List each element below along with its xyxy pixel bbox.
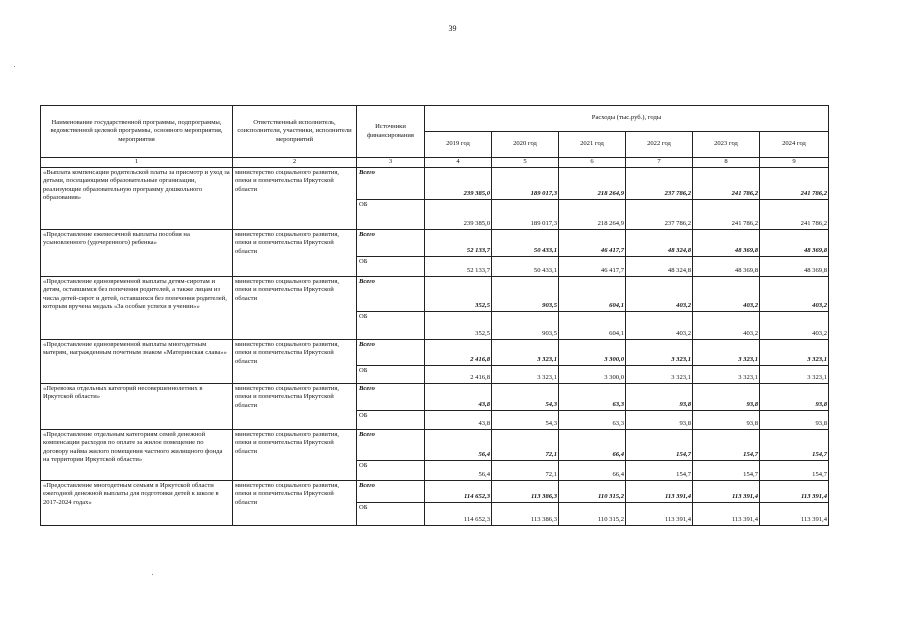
total-value: 154,7: [626, 430, 693, 461]
executor-cell: министерство социального развития, опеки и попечительства Иркутской области: [233, 481, 357, 526]
total-value: 43,8: [425, 384, 492, 411]
ob-value: 218 264,9: [559, 200, 626, 230]
activity-name: «Перевозка отдельных категорий несовершеннолетних в Иркутской области»: [41, 384, 233, 430]
total-value: 2 416,8: [425, 340, 492, 366]
header-year-2020: 2020 год: [492, 132, 559, 158]
executor-cell: министерство социального развития, опеки и попечительства Иркутской области: [233, 168, 357, 230]
table-row-total: [41, 230, 829, 257]
ob-value: 241 786,2: [760, 200, 829, 230]
table-body: [41, 168, 829, 526]
column-number: 7: [626, 158, 693, 168]
total-value: 403,2: [626, 277, 693, 312]
total-value: 110 315,2: [559, 481, 626, 503]
ob-value: 52 133,7: [425, 257, 492, 277]
ob-value: 93,8: [693, 411, 760, 430]
total-value: 154,7: [693, 430, 760, 461]
total-value: 66,4: [559, 430, 626, 461]
total-value: 3 323,1: [693, 340, 760, 366]
ob-value: 2 416,8: [425, 366, 492, 384]
total-value: 114 652,3: [425, 481, 492, 503]
total-value: 93,8: [626, 384, 693, 411]
ob-value: 48 369,8: [693, 257, 760, 277]
ob-value: 113 391,4: [693, 503, 760, 526]
column-number-row: [41, 158, 829, 168]
ob-value: 46 417,7: [559, 257, 626, 277]
total-value: 604,1: [559, 277, 626, 312]
header-year-2024: 2024 год: [760, 132, 829, 158]
header-year-2023: 2023 год: [693, 132, 760, 158]
total-value: 56,4: [425, 430, 492, 461]
source-total-label: Всего: [357, 481, 425, 503]
executor-cell: министерство социального развития, опеки и попечительства Иркутской области: [233, 430, 357, 481]
ob-value: 66,4: [559, 461, 626, 481]
scan-speck: [152, 574, 153, 575]
ob-value: 3 323,1: [760, 366, 829, 384]
ob-value: 93,8: [760, 411, 829, 430]
ob-value: 113 386,3: [492, 503, 559, 526]
activity-name: «Предоставление единовременной выплаты многодетным матерям, награжденным почетным знаком «Материнская слава»»: [41, 340, 233, 384]
ob-value: 3 300,0: [559, 366, 626, 384]
source-total-label: Всего: [357, 340, 425, 366]
ob-value: 43,8: [425, 411, 492, 430]
ob-value: 154,7: [693, 461, 760, 481]
activity-name: «Выплата компенсации родительской платы за присмотр и уход за детьми, посещающими образовательные организации, реализующие образовательную программу дошкольного образования»: [41, 168, 233, 230]
source-total-label: Всего: [357, 277, 425, 312]
total-value: 239 385,0: [425, 168, 492, 200]
total-value: 113 391,4: [693, 481, 760, 503]
table-row-total: [41, 481, 829, 503]
total-value: 50 433,1: [492, 230, 559, 257]
total-value: 3 323,1: [760, 340, 829, 366]
total-value: 403,2: [693, 277, 760, 312]
total-value: 403,2: [760, 277, 829, 312]
ob-value: 54,3: [492, 411, 559, 430]
source-ob-label: ОБ: [357, 200, 425, 230]
total-value: 46 417,7: [559, 230, 626, 257]
header-name: Наименование государственной программы, подпрограммы, ведомственной целевой программы, основного мероприятия, мероприятия: [41, 106, 233, 158]
source-ob-label: ОБ: [357, 366, 425, 384]
total-value: 113 386,3: [492, 481, 559, 503]
ob-value: 3 323,1: [693, 366, 760, 384]
column-number: 4: [425, 158, 492, 168]
source-ob-label: ОБ: [357, 257, 425, 277]
table-row-total: [41, 340, 829, 366]
source-total-label: Всего: [357, 230, 425, 257]
total-value: 3 323,1: [492, 340, 559, 366]
header-year-2021: 2021 год: [559, 132, 626, 158]
table-row-total: [41, 168, 829, 200]
ob-value: 63,3: [559, 411, 626, 430]
total-value: 3 300,0: [559, 340, 626, 366]
ob-value: 241 786,2: [693, 200, 760, 230]
executor-cell: министерство социального развития, опеки и попечительства Иркутской области: [233, 384, 357, 430]
total-value: 113 391,4: [626, 481, 693, 503]
total-value: 63,3: [559, 384, 626, 411]
total-value: 218 264,9: [559, 168, 626, 200]
executor-cell: министерство социального развития, опеки и попечительства Иркутской области: [233, 277, 357, 340]
total-value: 72,1: [492, 430, 559, 461]
total-value: 241 786,2: [693, 168, 760, 200]
column-number: 8: [693, 158, 760, 168]
header-expenses: Расходы (тыс.руб.), годы: [425, 106, 829, 132]
total-value: 154,7: [760, 430, 829, 461]
total-value: 903,5: [492, 277, 559, 312]
ob-value: 110 315,2: [559, 503, 626, 526]
executor-cell: министерство социального развития, опеки и попечительства Иркутской области: [233, 230, 357, 277]
table-row-total: [41, 430, 829, 461]
page-number: 39: [448, 24, 457, 33]
activity-name: «Предоставление единовременной выплаты детям-сиротам и детям, оставшимся без попечения родителей, а также лицам из числа детей-сирот и детей, оставшихся без попечения родителей, которым вручена медаль «За особые успехи в учении»»: [41, 277, 233, 340]
column-number: 6: [559, 158, 626, 168]
table-row-total: [41, 277, 829, 312]
total-value: 237 786,2: [626, 168, 693, 200]
header-year-2022: 2022 год: [626, 132, 693, 158]
total-value: 48 369,8: [760, 230, 829, 257]
ob-value: 154,7: [626, 461, 693, 481]
total-value: 48 369,8: [693, 230, 760, 257]
ob-value: 154,7: [760, 461, 829, 481]
ob-value: 189 017,3: [492, 200, 559, 230]
total-value: 93,8: [693, 384, 760, 411]
ob-value: 56,4: [425, 461, 492, 481]
ob-value: 352,5: [425, 312, 492, 340]
header-executor: Ответственный исполнитель, соисполнители, участники, исполнители мероприятий: [233, 106, 357, 158]
column-number: 3: [357, 158, 425, 168]
source-ob-label: ОБ: [357, 411, 425, 430]
ob-value: 113 391,4: [760, 503, 829, 526]
total-value: 93,8: [760, 384, 829, 411]
total-value: 241 786,2: [760, 168, 829, 200]
ob-value: 604,1: [559, 312, 626, 340]
source-total-label: Всего: [357, 384, 425, 411]
header-year-2019: 2019 год: [425, 132, 492, 158]
ob-value: 403,2: [693, 312, 760, 340]
header-source: Источники финансирования: [357, 106, 425, 158]
ob-value: 237 786,2: [626, 200, 693, 230]
table-row-total: [41, 384, 829, 411]
total-value: 352,5: [425, 277, 492, 312]
source-ob-label: ОБ: [357, 312, 425, 340]
total-value: 113 391,4: [760, 481, 829, 503]
total-value: 52 133,7: [425, 230, 492, 257]
expenses-table: [40, 105, 829, 526]
ob-value: 93,8: [626, 411, 693, 430]
total-value: 189 017,3: [492, 168, 559, 200]
ob-value: 3 323,1: [626, 366, 693, 384]
ob-value: 403,2: [626, 312, 693, 340]
ob-value: 48 324,8: [626, 257, 693, 277]
source-total-label: Всего: [357, 430, 425, 461]
column-number: 5: [492, 158, 559, 168]
source-total-label: Всего: [357, 168, 425, 200]
scan-speck: [14, 66, 15, 67]
ob-value: 239 385,0: [425, 200, 492, 230]
activity-name: «Предоставление ежемесячной выплаты пособия на усыновленного (удочеренного) ребенка»: [41, 230, 233, 277]
total-value: 48 324,8: [626, 230, 693, 257]
total-value: 54,3: [492, 384, 559, 411]
ob-value: 50 433,1: [492, 257, 559, 277]
ob-value: 114 652,3: [425, 503, 492, 526]
source-ob-label: ОБ: [357, 503, 425, 526]
ob-value: 3 323,1: [492, 366, 559, 384]
column-number: 1: [41, 158, 233, 168]
source-ob-label: ОБ: [357, 461, 425, 481]
ob-value: 903,5: [492, 312, 559, 340]
activity-name: «Предоставление отдельным категориям семей денежной компенсации расходов по оплате за жилое помещение по договору найма жилого помещения частного жилищного фонда на территории Иркутской области»: [41, 430, 233, 481]
ob-value: 48 369,8: [760, 257, 829, 277]
ob-value: 113 391,4: [626, 503, 693, 526]
total-value: 3 323,1: [626, 340, 693, 366]
executor-cell: министерство социального развития, опеки и попечительства Иркутской области: [233, 340, 357, 384]
ob-value: 403,2: [760, 312, 829, 340]
column-number: 9: [760, 158, 829, 168]
ob-value: 72,1: [492, 461, 559, 481]
column-number: 2: [233, 158, 357, 168]
activity-name: «Предоставление многодетным семьям в Иркутской области ежегодной денежной выплаты для подготовки детей к школе в 2017-2024 годах»: [41, 481, 233, 526]
